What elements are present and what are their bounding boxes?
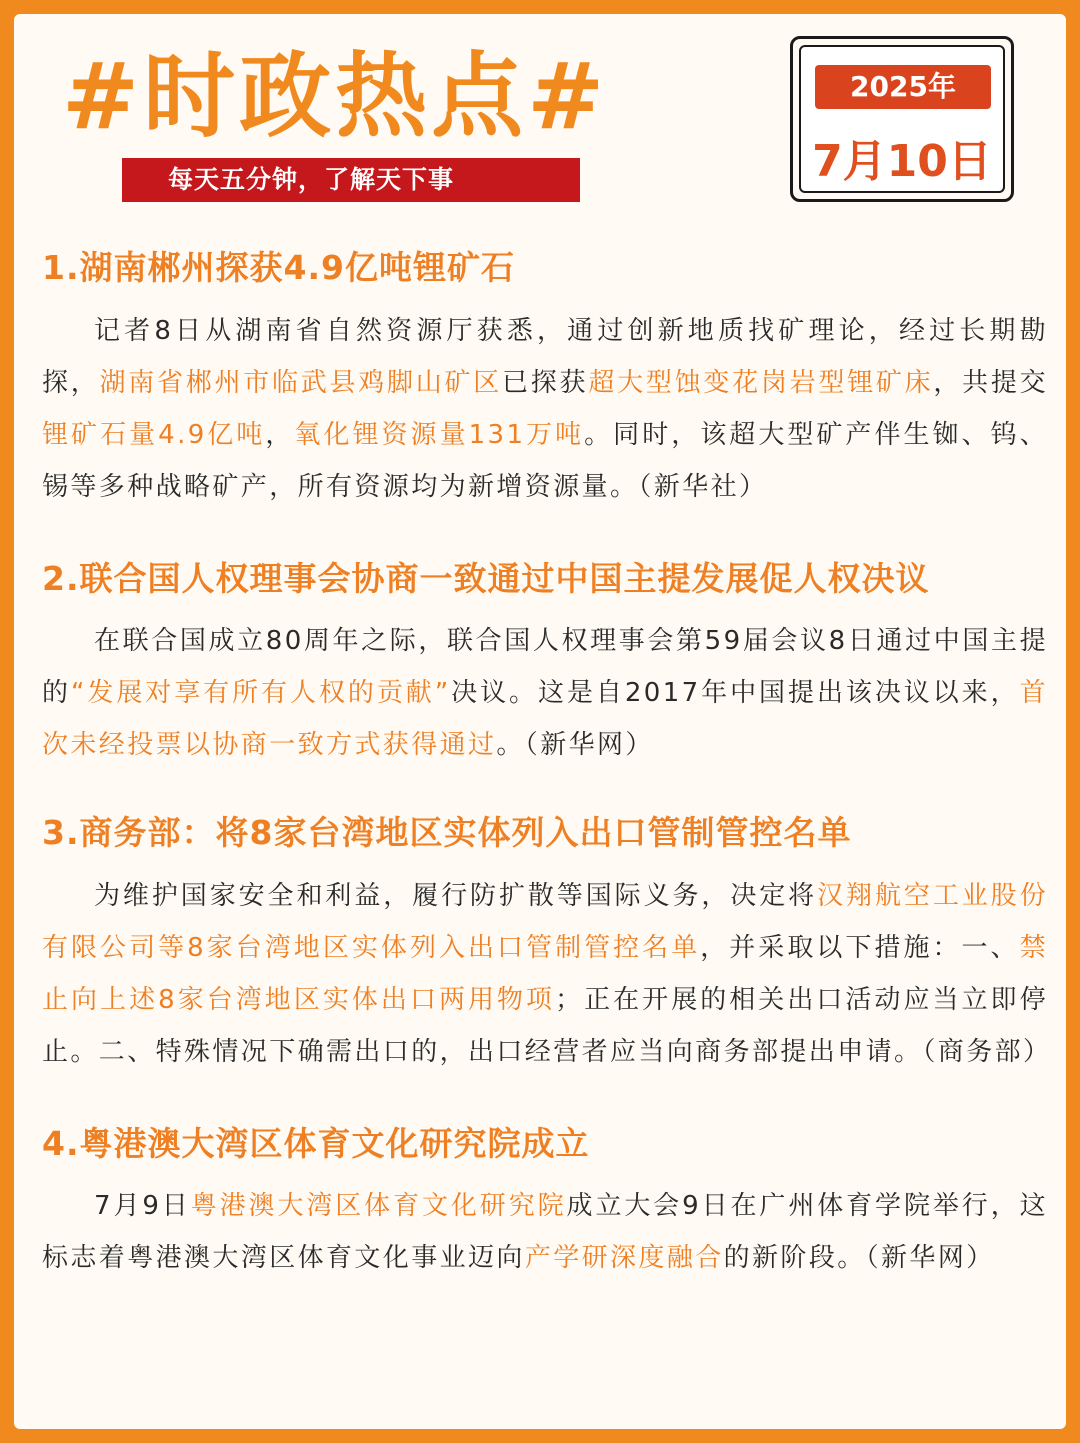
- news-text: 的新阶段。（新华网）: [723, 1243, 995, 1274]
- news-text: ，共提交: [933, 367, 1048, 398]
- news-text: ，: [265, 419, 295, 450]
- news-text: 记者8日从湖南省自然资源厅获悉，通过创新地质找矿理论，经过长期勘探，: [42, 315, 1048, 398]
- news-text: 。（新华网）: [496, 730, 654, 761]
- news-title: 4.粤港澳大湾区体育文化研究院成立: [42, 1123, 590, 1163]
- news-highlight: 汉翔航空工业股份有限公司等8家台湾地区实体列入出口管制管控名单: [42, 880, 1048, 963]
- page: [14, 14, 1066, 1429]
- news-highlight: 禁止向上述8家台湾地区实体出口两用物项: [42, 932, 1048, 1015]
- news-highlight: 超大型蚀变花岗岩型锂矿床: [588, 367, 934, 398]
- news-title: 2.联合国人权理事会协商一致通过中国主提发展促人权决议: [42, 558, 930, 598]
- news-text: 为维护国家安全和利益，履行防扩散等国际义务，决定将: [94, 880, 818, 911]
- news-text: ，并采取以下措施：一、: [700, 932, 1020, 963]
- news-body: [42, 615, 1048, 771]
- news-body: [42, 305, 1048, 513]
- news-title: 1.湖南郴州探获4.9亿吨锂矿石: [42, 248, 515, 287]
- news-body: [42, 870, 1052, 1078]
- news-text: 已探获: [502, 367, 589, 398]
- news-text: 决议。这是自2017年中国提出该决议以来，: [450, 678, 1020, 709]
- news-highlight: “发展对享有所有人权的贡献”: [70, 678, 451, 709]
- header: [14, 14, 1066, 224]
- news-item: [42, 557, 1048, 772]
- news-item: [42, 811, 1052, 1078]
- news-list: [42, 246, 1052, 1328]
- page-title: #时政热点#: [62, 43, 609, 150]
- subtitle-banner: 每天五分钟，了解天下事: [122, 158, 580, 202]
- news-item: [42, 246, 1048, 513]
- news-highlight: 氧化锂资源量131万吨: [294, 419, 585, 450]
- news-text: 。同时，该超大型矿产伴生铷、钨、锡等多种战略矿产，所有资源均为新增资源量。（新华社）: [42, 419, 1049, 502]
- news-highlight: 产学研深度融合: [524, 1243, 724, 1274]
- news-highlight: 锂矿石量4.9亿吨: [42, 419, 266, 450]
- news-item: [42, 1122, 1048, 1285]
- date-year: 2025年: [815, 65, 991, 109]
- news-text: 成立大会9日在广州体育学院举行，这标志着粤港澳大湾区体育文化事业迈向: [42, 1191, 1049, 1274]
- news-text: ；正在开展的相关出口活动应当立即停止。二、特殊情况下确需出口的，出口经营者应当向商务部提出申请。（商务部）: [42, 984, 1052, 1067]
- date-badge-inner: [799, 45, 1005, 193]
- news-text: 在联合国成立80周年之际，联合国人权理事会第59届会议8日通过中国主提的: [42, 626, 1048, 709]
- date-day: 7月10日: [812, 136, 992, 187]
- news-title: 3.商务部：将8家台湾地区实体列入出口管制管控名单: [42, 813, 852, 853]
- news-text: 7月9日: [94, 1191, 191, 1222]
- news-highlight: 粤港澳大湾区体育文化研究院: [190, 1191, 567, 1222]
- date-badge: [790, 36, 1014, 202]
- news-highlight: 湖南省郴州市临武县鸡脚山矿区: [99, 367, 503, 398]
- news-highlight: 首次未经投票以协商一致方式获得通过: [42, 678, 1048, 761]
- news-body: [42, 1180, 1048, 1284]
